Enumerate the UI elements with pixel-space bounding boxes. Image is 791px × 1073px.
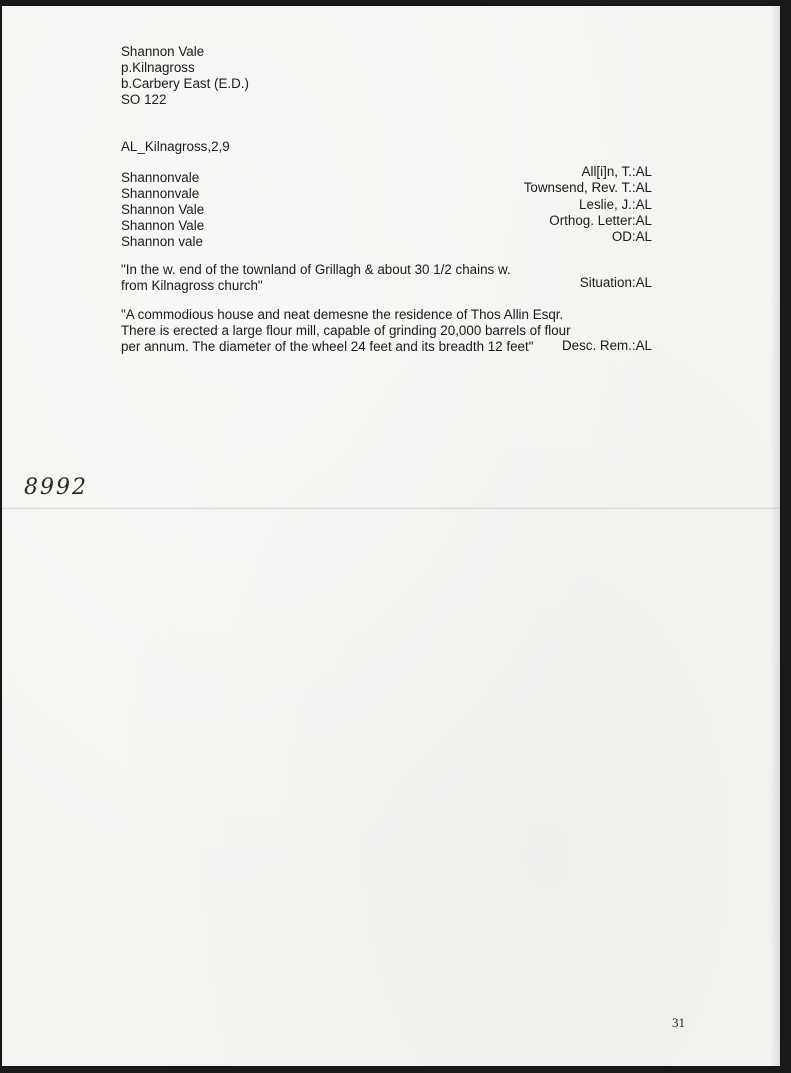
parish: p.Kilnagross bbox=[121, 60, 195, 75]
paper-fold bbox=[2, 507, 780, 512]
spelling-source: All[i]n, T.:AL bbox=[581, 164, 652, 179]
spelling-source: Orthog. Letter:AL bbox=[549, 213, 652, 228]
barony: b.Carbery East (E.D.) bbox=[121, 76, 249, 91]
sheet-number: SO 122 bbox=[121, 92, 167, 107]
document-page bbox=[2, 6, 780, 1066]
spelling-name: Shannonvale bbox=[121, 170, 200, 185]
spelling-source: OD:AL bbox=[611, 229, 652, 244]
description-text-line: There is erected a large flour mill, capable of grinding 20,000 barrels of flour bbox=[121, 323, 571, 338]
situation-text-line: from Kilnagross church" bbox=[121, 278, 263, 293]
description-text-line: per annum. The diameter of the wheel 24 feet and its breadth 12 feet" bbox=[121, 339, 534, 354]
place-name: Shannon Vale bbox=[121, 44, 205, 59]
reference-code: AL_Kilnagross,2,9 bbox=[121, 139, 230, 154]
spelling-source: Townsend, Rev. T.:AL bbox=[523, 180, 652, 195]
spelling-name: Shannon vale bbox=[121, 234, 203, 249]
paper-edge-shadow bbox=[770, 6, 780, 1066]
description-label: Desc. Rem.:AL bbox=[561, 338, 652, 353]
situation-label: Situation:AL bbox=[579, 275, 652, 290]
page-number: 31 bbox=[672, 1015, 685, 1030]
spelling-name: Shannon Vale bbox=[121, 202, 205, 217]
situation-text-line: "In the w. end of the townland of Grillagh & about 30 1/2 chains w. bbox=[121, 262, 511, 277]
handwritten-number: 8992 bbox=[24, 475, 88, 500]
description-text-line: "A commodious house and neat demesne the residence of Thos Allin Esqr. bbox=[121, 307, 564, 322]
spelling-source: Leslie, J.:AL bbox=[579, 197, 652, 212]
spelling-name: Shannon Vale bbox=[121, 218, 205, 233]
spelling-name: Shannonvale bbox=[121, 186, 200, 201]
